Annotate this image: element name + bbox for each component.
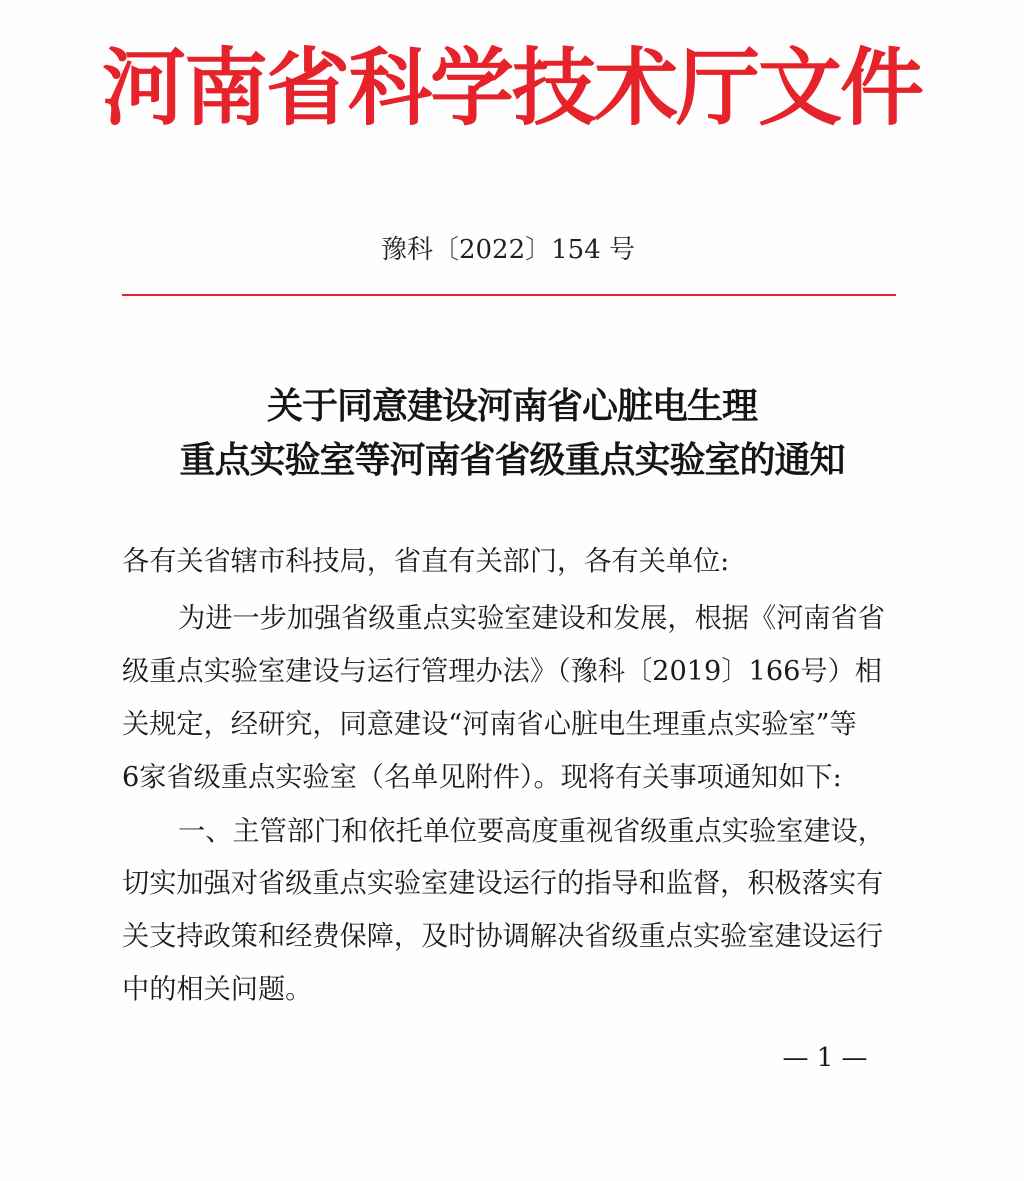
issuing-agency-header: 河南省科学技术厅文件 bbox=[101, 38, 922, 137]
document-title-line-1: 关于同意建设河南省心脏电生理 bbox=[266, 385, 757, 427]
paragraph-2-line-2: 切实加强对省级重点实验室建设运行的指导和监督，积极落实有 bbox=[122, 868, 884, 899]
paragraph-2-line-4: 中的相关问题。 bbox=[122, 974, 313, 1005]
red-divider-rule bbox=[122, 294, 896, 296]
paragraph-1-line-2: 级重点实验室建设与运行管理办法》（豫科〔2019〕166号）相 bbox=[122, 656, 882, 687]
paragraph-1-line-3: 关规定，经研究，同意建设“河南省心脏电生理重点实验室”等 bbox=[122, 709, 857, 740]
paragraph-2-line-1: 一、主管部门和依托单位要高度重视省级重点实验室建设， bbox=[178, 816, 885, 847]
document-number: 豫科〔2022〕154 号 bbox=[380, 235, 636, 265]
page-number: — 1 — bbox=[782, 1043, 868, 1073]
paragraph-1-line-1: 为进一步加强省级重点实验室建设和发展，根据《河南省省 bbox=[178, 603, 885, 634]
salutation: 各有关省辖市科技局，省直有关部门，各有关单位: bbox=[122, 546, 730, 577]
paragraph-1-line-4: 6家省级重点实验室（名单见附件）。现将有关事项通知如下: bbox=[122, 762, 842, 793]
paragraph-2-line-3: 关支持政策和经费保障，及时协调解决省级重点实验室建设运行 bbox=[122, 921, 884, 952]
document-title-line-2: 重点实验室等河南省省级重点实验室的通知 bbox=[179, 439, 845, 481]
